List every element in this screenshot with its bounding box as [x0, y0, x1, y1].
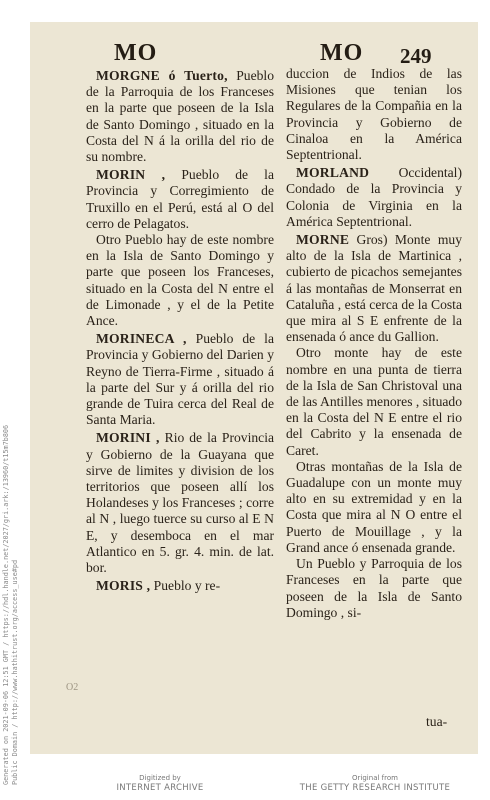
dictionary-entry — [86, 167, 274, 232]
book-page — [30, 22, 478, 754]
watermark-line-1: Generated on 2021-09-06 12:51 GMT / https://hdl.handle.net/2027/gri.ark:/13960/t15m7b806 — [2, 424, 10, 785]
page-number: 249 — [400, 44, 432, 68]
digitized-by-label: Digitized by — [139, 774, 181, 782]
entry-headword: MORIS , — [96, 578, 151, 594]
entry-text: Pueblo de la Provincia y Gobierno del Darien y Reyno de Tierra-Firme , situado á la parte del Sur y á orilla del rio grande de Tuira cerca del Real de Santa Maria. — [86, 331, 274, 428]
watermark-line-2: Public Domain / http://www.hathitrust.org/access_use#pd — [11, 559, 19, 785]
entry-headword: MORNE — [296, 232, 350, 248]
entry-text: duccion de Indios de las Misiones que tenian los Regulares de la Compañia en la Provincia y Gobierno de Cinaloa en la América Septentrional. — [286, 66, 462, 163]
original-from-label: Original from — [352, 774, 398, 782]
entry-headword: MORINI , — [96, 430, 160, 446]
entry-headword: MORINECA , — [96, 331, 187, 347]
entry-text: Pueblo de la Provincia y Corregimiento de Truxillo en el Perú, está al O del cerro de Pelagatos. — [86, 167, 274, 231]
right-text-column — [286, 66, 462, 621]
running-head-left: MO — [114, 40, 158, 66]
dictionary-entry — [286, 459, 462, 556]
original-from-credit — [270, 774, 480, 794]
entry-text: Rio de la Provincia y Gobierno de la Guayana que sirve de limites y division de los territorios que poseen allí los Holandeses y los Franceses ; corre al N , luego tuerce su curso al E N E, y desemboca en el mar Atlantico en 5. gr. 4. min. de lat. bor. — [86, 430, 274, 576]
dictionary-entry — [286, 556, 462, 621]
entry-text: Otro Pueblo hay de este nombre en la Isla de Santo Domingo y parte que poseen los Franceses, situado en la Costa del N entre el de Limonade , y el de la Petite Ance. — [86, 232, 274, 329]
dictionary-entry — [86, 68, 274, 165]
dictionary-entry — [86, 331, 274, 428]
entry-text: Otras montañas de la Isla de Guadalupe con un monte muy alto en su extremidad y en la Costa que mira al N O entre el Puerto de Mouillage , y la Grand ance ó ensenada grande. — [286, 458, 462, 555]
entry-headword: MORIN , — [96, 167, 166, 183]
dictionary-entry — [286, 66, 462, 163]
entry-text: Gros) Monte muy alto de la Isla de Martinica , cubierto de picachos semejantes á las montañas de Monserrat en Cataluña , está cerca de la Costa que mira al S E enfrente de la ensenada ó ance du Gallion. — [286, 232, 462, 345]
entry-headword: MORLAND — [296, 165, 370, 181]
dictionary-entry — [286, 165, 462, 230]
getty-label: THE GETTY RESEARCH INSTITUTE — [299, 783, 451, 793]
dictionary-entry — [86, 578, 274, 594]
digitized-by-credit — [60, 774, 260, 794]
entry-text: Un Pueblo y Parroquia de los Franceses en la parte que poseen de la Isla de Santo Domingo , si- — [286, 556, 462, 620]
dictionary-entry — [286, 345, 462, 458]
entry-headword: MORGNE ó Tuerto, — [96, 68, 228, 83]
signature-mark: O2 — [66, 682, 79, 693]
left-text-column — [86, 66, 274, 595]
internet-archive-label: INTERNET ARCHIVE — [116, 783, 204, 793]
hathitrust-watermark — [2, 15, 20, 785]
entry-text: Otro monte hay de este nombre en una punta de tierra de la Isla de San Christoval una de las Antilles menores , situado en la Costa del N E entre el rio del Cabrito y la ensenada de Caret. — [286, 345, 462, 458]
dictionary-entry — [286, 232, 462, 345]
running-head-right: MO — [320, 40, 364, 66]
catchword: tua- — [426, 714, 448, 729]
dictionary-entry — [86, 430, 274, 576]
entry-text: Pueblo y re- — [150, 578, 221, 594]
dictionary-entry — [86, 232, 274, 329]
entry-text: Pueblo de la Parroquia de los Franceses en la parte que poseen de la Isla de Santo Domingo , situado en la Costa del N á la orilla del rio de su nombre. — [86, 68, 274, 165]
entry-text: Occidental) Condado de la Provincia y Colonia de Virginia en la América Septentrional. — [286, 165, 462, 229]
